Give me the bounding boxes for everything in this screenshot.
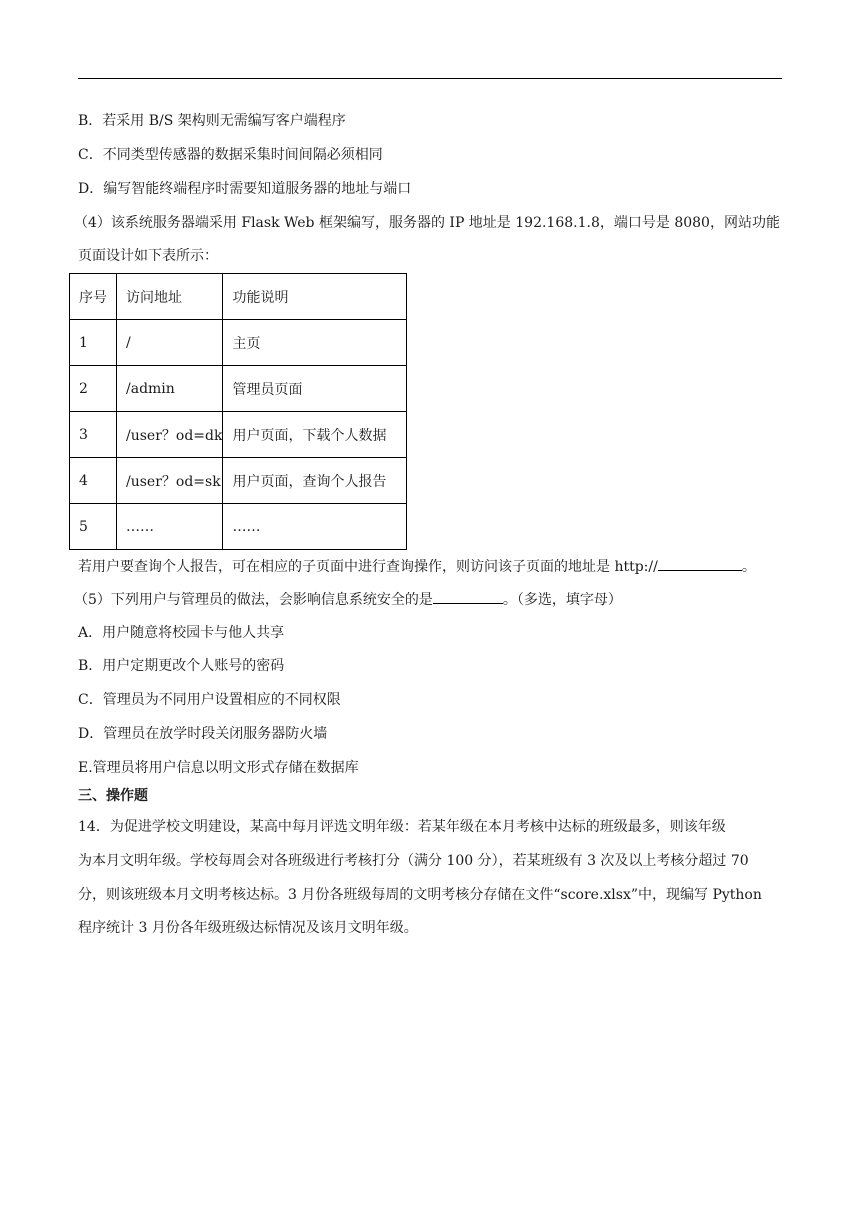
q5-stem-end: 。（多选，填字母） <box>502 592 622 608</box>
option-b-q3: B．若采用 B/S 架构则无需编写客户端程序 <box>78 113 346 129</box>
option-b-q5: B．用户定期更改个人账号的密码 <box>78 658 285 674</box>
q14-line4: 程序统计 3 月份各年级班级达标情况及该月文明年级。 <box>78 920 418 936</box>
header-cell-function: 功能说明 <box>223 274 407 320</box>
cell-index: 4 <box>70 458 117 504</box>
cell-url: /admin <box>117 366 223 412</box>
q5-stem <box>74 589 622 610</box>
cell-function: 用户页面，查询个人报告 <box>223 458 407 504</box>
header-rule <box>78 78 782 79</box>
table-row <box>70 458 407 504</box>
cell-function: 管理员页面 <box>223 366 407 412</box>
header-cell-url: 访问地址 <box>117 274 223 320</box>
q4-followup-end: 。 <box>741 559 756 575</box>
answer-blank-q5 <box>433 589 503 604</box>
cell-index: 2 <box>70 366 117 412</box>
header-cell-index: 序号 <box>70 274 117 320</box>
q4-stem-line2: 页面设计如下表所示： <box>78 248 218 264</box>
option-a-q5: A．用户随意将校园卡与他人共享 <box>78 625 285 641</box>
answer-blank-url <box>658 556 742 571</box>
cell-index: 3 <box>70 412 117 458</box>
q14-line3: 分，则该班级本月文明考核达标。3 月份各班级每周的文明考核分存储在文件“score.xlsx”中，现编写 Python <box>78 887 762 903</box>
q4-stem-line1: （4）该系统服务器端采用 Flask Web 框架编写，服务器的 IP 地址是 192.168.1.8，端口号是 8080，网站功能 <box>74 215 780 231</box>
table-header-row <box>70 274 407 320</box>
option-e-q5: E.管理员将用户信息以明文形式存储在数据库 <box>78 760 359 776</box>
cell-url: / <box>117 320 223 366</box>
cell-index: 1 <box>70 320 117 366</box>
option-c-q3: C．不同类型传感器的数据采集时间间隔必须相同 <box>78 147 383 163</box>
cell-index: 5 <box>70 504 117 550</box>
option-c-q5: C．管理员为不同用户设置相应的不同权限 <box>78 692 341 708</box>
option-d-q5: D．管理员在放学时段关闭服务器防火墙 <box>78 726 328 742</box>
section-title: 三、操作题 <box>78 788 148 804</box>
q14-line2: 为本月文明年级。学校每周会对各班级进行考核打分（满分 100 分），若某班级有 3 次及以上考核分超过 70 <box>78 853 749 869</box>
function-table <box>69 273 407 550</box>
cell-function: …… <box>223 504 407 550</box>
cell-url: /user？od=sk <box>117 458 223 504</box>
table-row <box>70 366 407 412</box>
cell-function: 用户页面，下载个人数据 <box>223 412 407 458</box>
table-row <box>70 412 407 458</box>
q4-followup <box>78 556 756 577</box>
table-row <box>70 504 407 550</box>
cell-url: /user？od=dk <box>117 412 223 458</box>
table-row <box>70 320 407 366</box>
q4-followup-text: 若用户要查询个人报告，可在相应的子页面中进行查询操作，则访问该子页面的地址是 http:// <box>78 559 658 575</box>
cell-function: 主页 <box>223 320 407 366</box>
option-d-q3: D．编写智能终端程序时需要知道服务器的地址与端口 <box>78 181 412 197</box>
cell-url: …… <box>117 504 223 550</box>
q14-line1: 14．为促进学校文明建设，某高中每月评选文明年级：若某年级在本月考核中达标的班级最多，则该年级 <box>78 819 726 835</box>
q5-stem-text: （5）下列用户与管理员的做法，会影响信息系统安全的是 <box>74 592 433 608</box>
